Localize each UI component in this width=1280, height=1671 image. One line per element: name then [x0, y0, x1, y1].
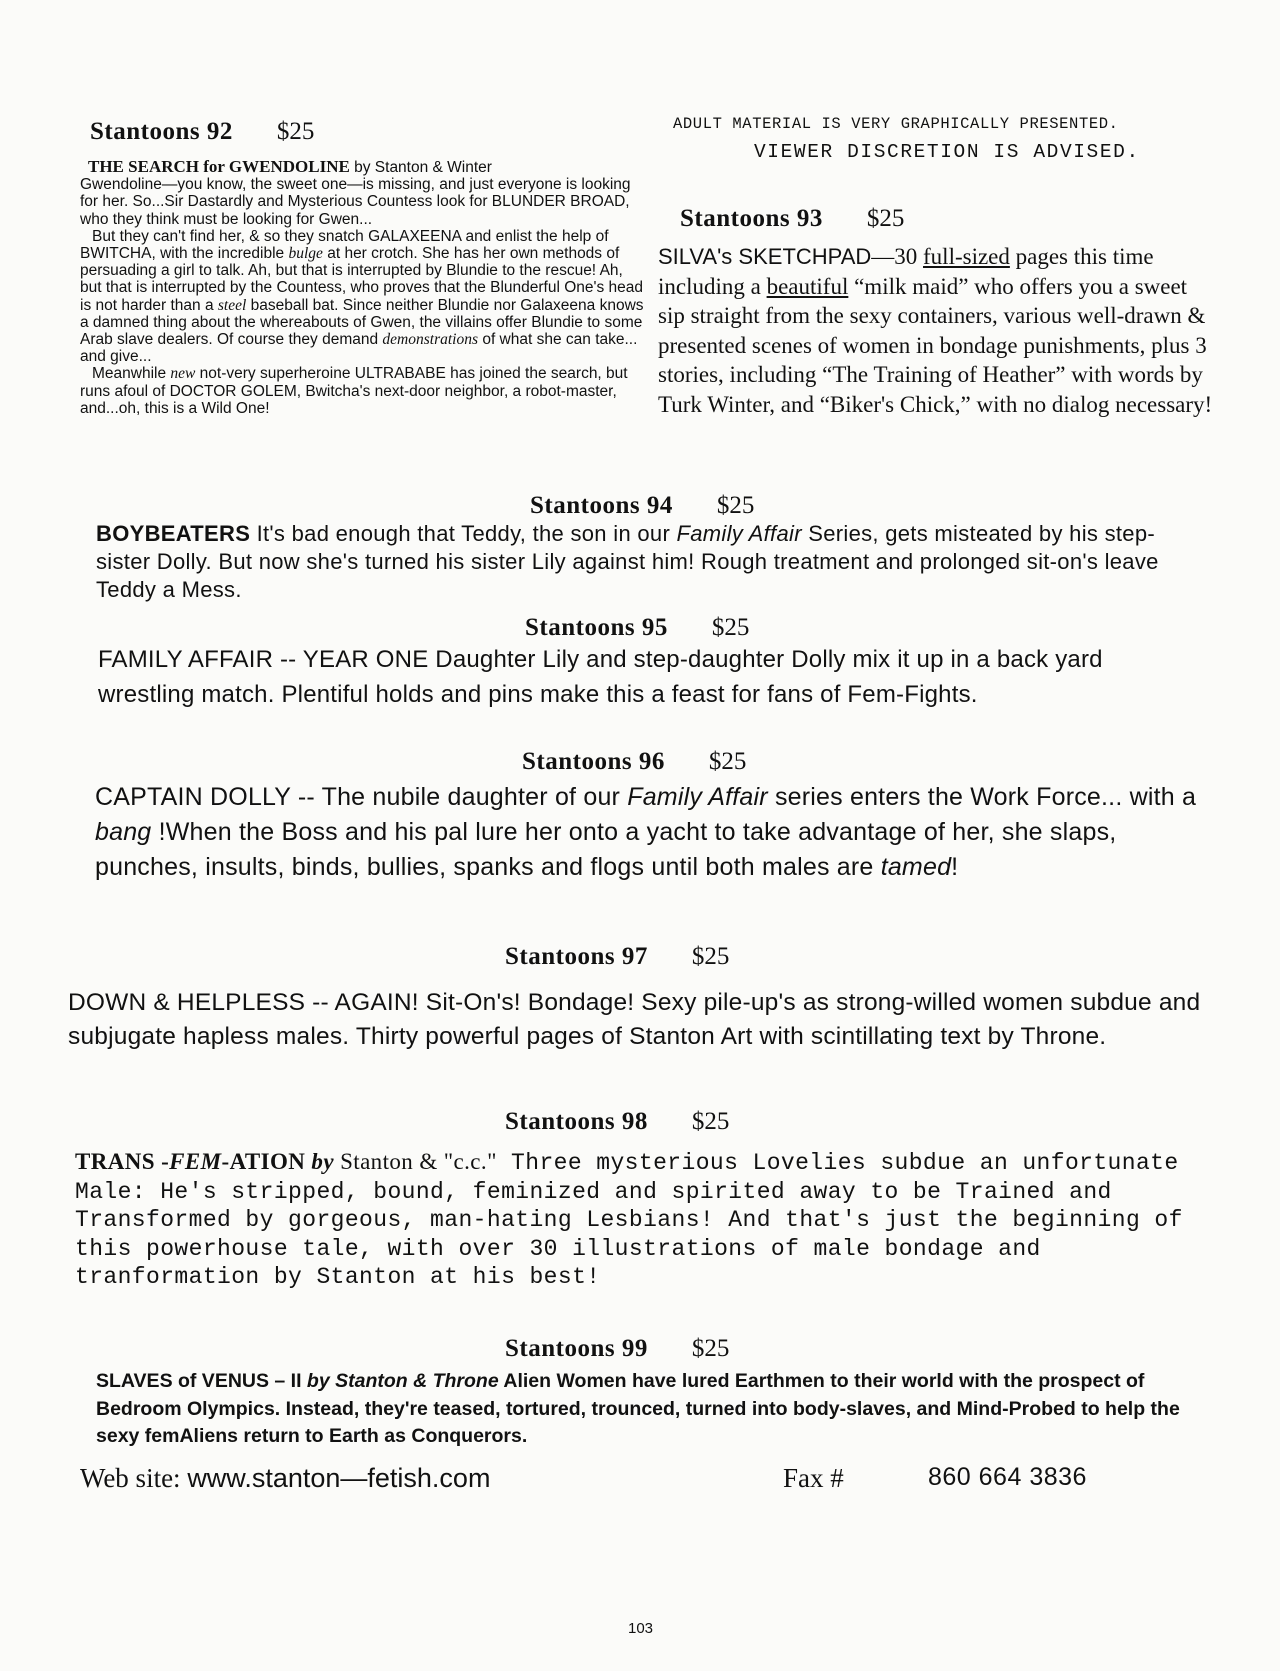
s93-description: SILVA's SKETCHPAD—30 full-sized pages this time including a beautiful “milk maid” who offers you a sweet sip straight from the sexy containers, various well-drawn & presented scenes of women in bondage punishments, plus 3 stories, including “The Training of Heather” with words by Turk Winter, and “Biker's Chick,” with no dialog necessary! — [658, 244, 1213, 417]
s95-title: Stantoons 95 — [525, 614, 668, 641]
fax-number: 860 664 3836 — [928, 1463, 1087, 1491]
s96-title: Stantoons 96 — [522, 748, 665, 775]
s97-description: DOWN & HELPLESS -- AGAIN! Sit-On's! Bondage! Sexy pile-up's as strong-willed women subdue and subjugate hapless males. Thirty powerful pages of Stanton Art with scintillating text by Throne. — [68, 989, 1201, 1050]
s98-title: Stantoons 98 — [505, 1108, 648, 1135]
s98-description: TRANS -FEM-ATION by Stanton & "c.c." Three mysterious Lovelies subdue an unfortunate Male: He's stripped, bound, feminized and spirited away to be Trained and Transformed by gorgeous, man-hating Lesbians! And that's just the beginning of this powerhouse tale, with over 30 illustrations of male bondage and tranformation by Stanton at his best! — [75, 1149, 1183, 1290]
s92-paragraph-2: But they can't find her, & so they snatch GALAXEENA and enlist the help of BWITCHA, with the incredible bulge at her crotch. She has her own methods of persuading a girl to talk. Ah, but that is interrupted by Blundie to the rescue! Ah, but that is interrupted by the Countess, who proves that the Blunderful One's head is not harder than a steel baseball bat. Since neither Blundie nor Galaxeena knows a damned thing about the whereabouts of Gwen, the villains offer Blundie to some Arab slave dealers. Of course they demand demonstrations of what she can take... and give... — [80, 227, 644, 366]
adult-warning-line-2: VIEWER DISCRETION IS ADVISED. — [754, 141, 1140, 163]
s96-heading — [522, 748, 746, 776]
s98-price: $25 — [691, 1108, 730, 1135]
s95-description: FAMILY AFFAIR -- YEAR ONE Daughter Lily and step-daughter Dolly mix it up in a back yard wrestling match. Plentiful holds and pins make this a feast for fans of Fem-Fights. — [98, 646, 1103, 708]
s98-heading — [505, 1108, 729, 1136]
website-url[interactable]: www.stanton—fetish.com — [187, 1463, 491, 1493]
s92-price: $25 — [276, 118, 315, 145]
s92-title: Stantoons 92 — [90, 118, 233, 145]
s96-description: CAPTAIN DOLLY -- The nubile daughter of our Family Affair series enters the Work Force... with a bang !When the Boss and his pal lure her onto a yacht to take advantage of her, she slaps, punches, insults, binds, bullies, spanks and flogs until both males are tamed! — [95, 783, 1197, 881]
s97-heading — [505, 943, 729, 971]
s93-price: $25 — [866, 205, 905, 232]
s93-title: Stantoons 93 — [680, 205, 823, 232]
s92-lead: THE SEARCH for GWENDOLINE — [88, 157, 350, 176]
s97-price: $25 — [691, 943, 730, 970]
s92-paragraph-3: Meanwhile new not-very superheroine ULTRABABE has joined the search, but runs afoul of DOCTOR GOLEM, Bwitcha's next-door neighbor, a robot-master, and...oh, this is a Wild One! — [80, 365, 628, 417]
s94-heading — [530, 492, 754, 520]
s99-title: Stantoons 99 — [505, 1335, 648, 1362]
s92-lead-rest: by Stanton & Winter — [349, 159, 492, 176]
s99-description: SLAVES of VENUS – II by Stanton & Throne Alien Women have lured Earthmen to their world with the prospect of Bedroom Olympics. Instead, they're teased, tortured, trounced, turned into body-slaves, and Mind-Probed to help the sexy femAliens return to Earth as Conquerors. — [96, 1370, 1180, 1447]
s96-price: $25 — [708, 748, 747, 775]
s95-price: $25 — [711, 614, 750, 641]
adult-warning-line-1: ADULT MATERIAL IS VERY GRAPHICALLY PRESENTED. — [673, 115, 1119, 133]
s93-heading — [680, 205, 904, 233]
page-number: 103 — [628, 1620, 654, 1637]
website-line — [80, 1463, 490, 1494]
s99-price: $25 — [691, 1335, 730, 1362]
s95-heading — [525, 614, 749, 642]
s94-description: BOYBEATERS It's bad enough that Teddy, the son in our Family Affair Series, gets misteated by his step-sister Dolly. But now she's turned his sister Lily against him! Rough treatment and prolonged sit-on's leave Teddy a Mess. — [96, 521, 1159, 602]
s92-paragraph-1: Gwendoline—you know, the sweet one—is missing, and just everyone is looking for her. So...Sir Dastardly and Mysterious Countess look for BLUNDER BROAD, who they think must be looking for Gwen... — [80, 176, 631, 228]
s92-description — [80, 158, 645, 417]
s94-title: Stantoons 94 — [530, 492, 673, 519]
fax-label: Fax # — [783, 1463, 844, 1493]
s97-title: Stantoons 97 — [505, 943, 648, 970]
s99-heading — [505, 1335, 729, 1363]
s92-heading — [90, 118, 314, 146]
website-label: Web site: — [80, 1463, 188, 1493]
s94-price: $25 — [716, 492, 755, 519]
